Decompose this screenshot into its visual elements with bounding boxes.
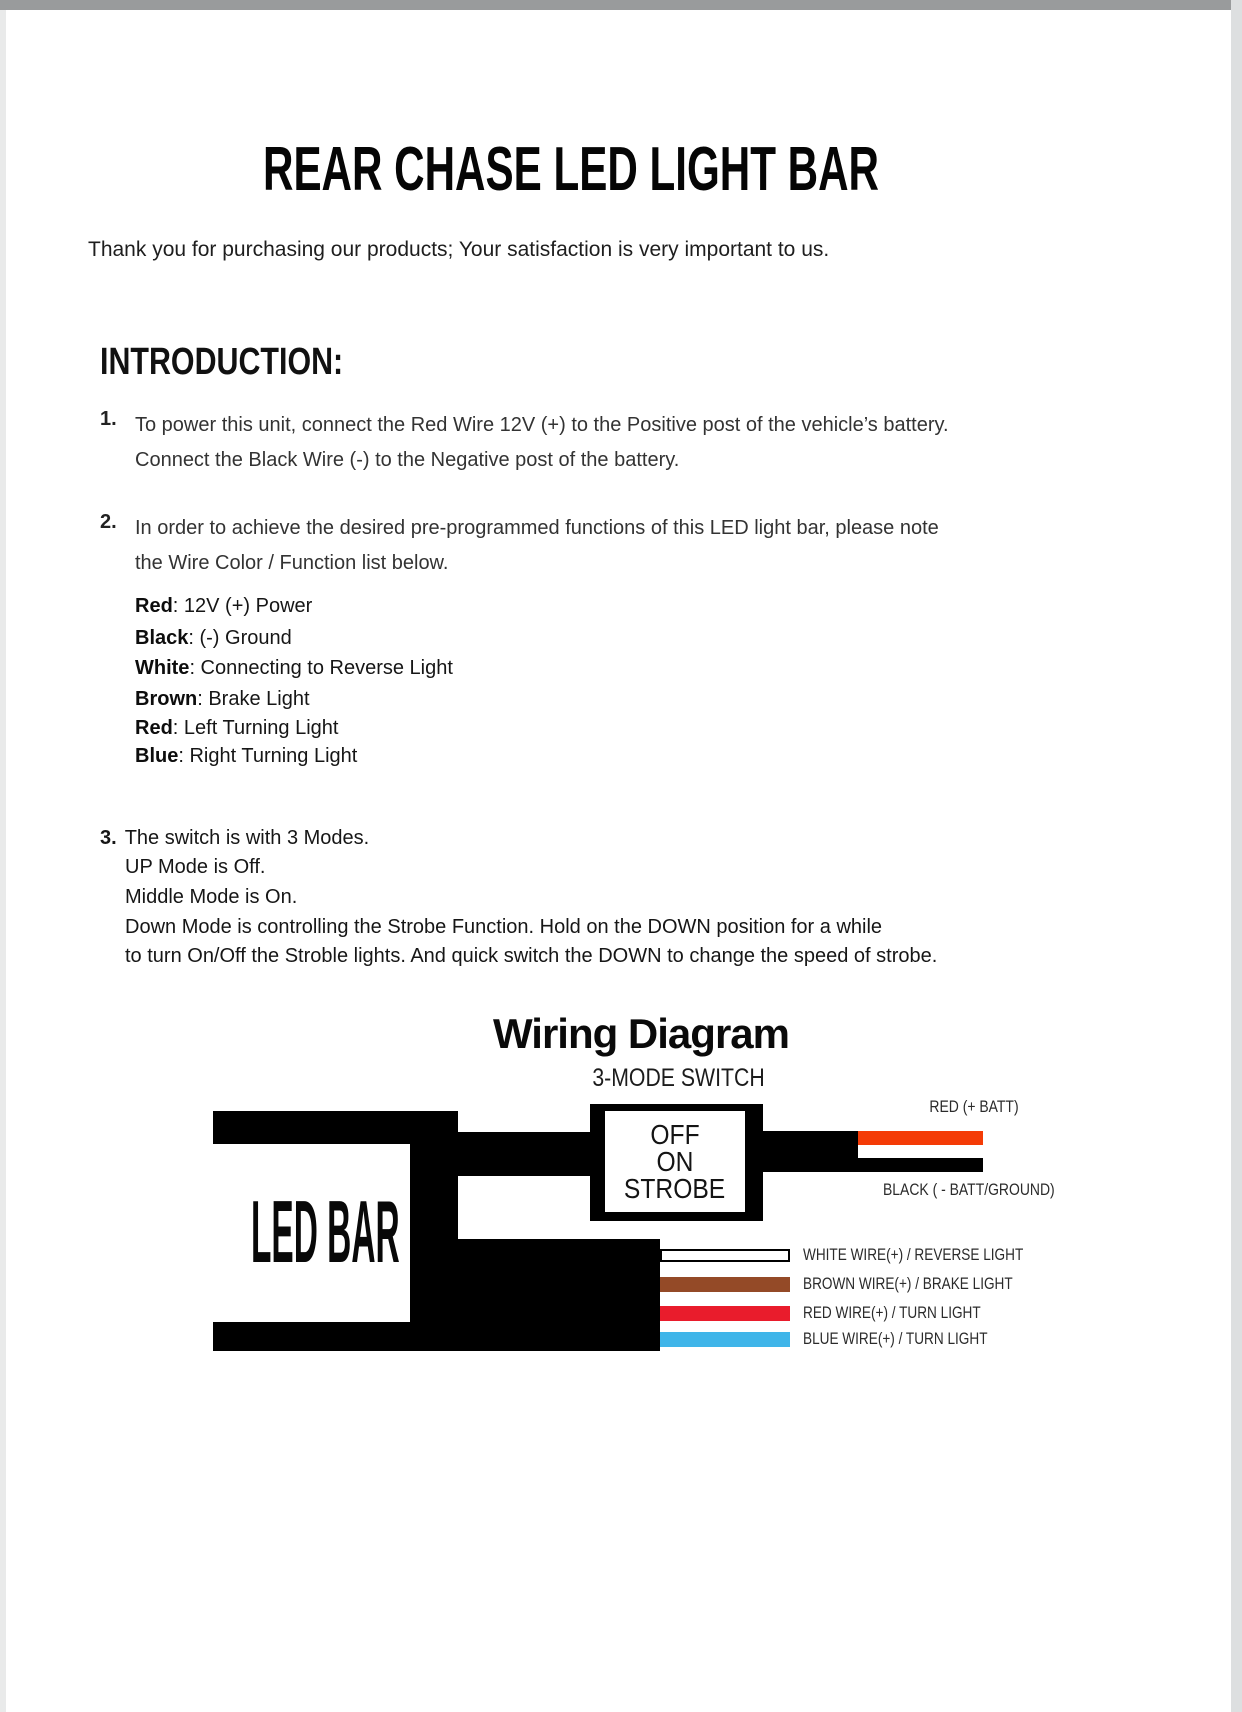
wire-function-row — [135, 687, 310, 711]
black-ground-wire — [858, 1158, 983, 1172]
wire-harness-block — [458, 1239, 660, 1351]
wire-color-name: White — [135, 657, 190, 679]
black-ground-wire-label: BLACK ( - BATT/GROUND) — [883, 1180, 1055, 1199]
wire-function-row — [135, 626, 292, 650]
brown-brake-wire-label: BROWN WIRE(+) / BRAKE LIGHT — [803, 1274, 1013, 1293]
led-bar-to-switch-cable — [458, 1132, 590, 1176]
blue-turn-wire-label: BLUE WIRE(+) / TURN LIGHT — [803, 1329, 988, 1348]
red-turn-wire-label: RED WIRE(+) / TURN LIGHT — [803, 1303, 981, 1322]
item-2-line-1: In order to achieve the desired pre-programmed functions of this LED light bar, please note — [135, 517, 939, 539]
item-3-sub-line: UP Mode is Off. — [125, 856, 266, 878]
item-2-number: 2. — [100, 511, 117, 533]
item-1-number: 1. — [100, 408, 117, 430]
switch-mode-off: OFF — [650, 1119, 700, 1150]
item-1-line-1: To power this unit, connect the Red Wire 12V (+) to the Positive post of the vehicle’s battery. — [135, 414, 949, 436]
red-turn-wire — [660, 1306, 790, 1321]
photo-border-right — [1231, 0, 1242, 1712]
blue-turn-wire — [660, 1332, 790, 1347]
document-page — [6, 10, 1231, 1712]
mode-switch-face — [605, 1111, 745, 1212]
thank-you-line: Thank you for purchasing our products; Your satisfaction is very important to us. — [88, 238, 830, 261]
switch-mode-on: ON — [656, 1146, 694, 1177]
red-battery-wire-label: RED (+ BATT) — [929, 1097, 1019, 1116]
red-battery-wire — [858, 1131, 983, 1145]
item-2-line-2: the Wire Color / Function list below. — [135, 552, 449, 574]
switch-to-battery-cable — [763, 1131, 858, 1172]
mode-switch-box — [590, 1104, 763, 1221]
instruction-item-3 — [100, 826, 369, 850]
wire-function-desc: : Right Turning Light — [178, 745, 358, 767]
wire-function-desc: : 12V (+) Power — [172, 595, 313, 617]
wire-function-row — [135, 594, 312, 618]
wiring-diagram-title: Wiring Diagram — [493, 1010, 789, 1057]
wire-function-desc: : Brake Light — [197, 688, 310, 710]
wire-color-name: Blue — [135, 745, 179, 767]
item-3-number: 3. — [100, 827, 117, 849]
led-bar-column — [410, 1111, 458, 1351]
instruction-item-1 — [100, 408, 949, 478]
instruction-item-2 — [100, 511, 939, 581]
item-1-line-2: Connect the Black Wire (-) to the Negative post of the battery. — [135, 449, 680, 471]
wire-color-name: Red — [135, 717, 173, 739]
wire-color-name: Red — [135, 595, 173, 617]
page-title: REAR CHASE LED LIGHT BAR — [262, 135, 880, 204]
wire-color-name: Brown — [135, 688, 198, 710]
wire-color-name: Black — [135, 627, 189, 649]
item-3-sub-line: Down Mode is controlling the Strobe Function. Hold on the DOWN position for a while — [125, 916, 883, 938]
introduction-heading: INTRODUCTION: — [100, 341, 344, 383]
wire-function-desc: : (-) Ground — [188, 627, 292, 649]
white-reverse-wire — [660, 1249, 790, 1262]
photo-border-top — [0, 0, 1242, 10]
wire-function-row — [135, 716, 338, 740]
white-reverse-wire-label: WHITE WIRE(+) / REVERSE LIGHT — [803, 1245, 1024, 1264]
wire-function-desc: : Left Turning Light — [172, 717, 339, 739]
item-3-sub-line: Middle Mode is On. — [125, 886, 298, 908]
item-3-sub-line: to turn On/Off the Stroble lights. And quick switch the DOWN to change the speed of strobe. — [125, 945, 938, 967]
led-bar-bottom-bar — [213, 1322, 458, 1351]
item-3-line-1: The switch is with 3 Modes. — [124, 827, 370, 849]
wire-function-desc: : Connecting to Reverse Light — [189, 657, 453, 679]
brown-brake-wire — [660, 1277, 790, 1292]
wire-function-row — [135, 656, 453, 680]
switch-title: 3-MODE SWITCH — [592, 1064, 765, 1092]
wire-function-row — [135, 744, 357, 768]
switch-mode-strobe: STROBE — [624, 1173, 726, 1204]
led-bar-label: LED BAR — [251, 1182, 400, 1281]
